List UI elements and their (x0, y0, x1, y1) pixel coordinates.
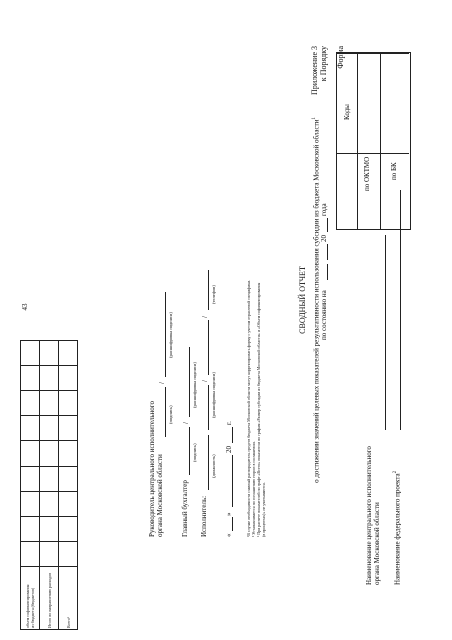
report-subtitle (311, 30, 320, 570)
head-title (148, 401, 164, 537)
table-cell (59, 391, 78, 416)
table-cell (40, 416, 59, 441)
codes-header: Коды (343, 104, 351, 120)
organ-name-field (385, 235, 386, 430)
executor-decoding-line (208, 320, 209, 375)
project-name-text: Наименование федерального проекта (393, 473, 402, 585)
organ-name-line: органа Московской области (373, 502, 381, 585)
table-cell-text: Итого по направлению расходов (46, 572, 52, 628)
report-footnote-mark: 1 (312, 117, 317, 120)
as-of-label: по состоянию на (320, 290, 328, 340)
table-cell (59, 491, 78, 516)
signature-caption: (должность) (211, 454, 216, 478)
table-cell (59, 466, 78, 491)
signature-slash: / (201, 316, 209, 318)
executor-phone-line (208, 270, 209, 310)
table-cell (21, 341, 40, 366)
signature-caption: (подпись) (192, 443, 197, 462)
table-row-label (59, 567, 78, 630)
form-label: Форма (336, 46, 345, 69)
table-cell-text: Всего³ (65, 616, 71, 628)
codes-divider (336, 53, 409, 54)
date-month-line (232, 455, 233, 507)
table-cell (40, 541, 59, 566)
table-cell (40, 466, 59, 491)
signature-caption: (телефон) (211, 285, 216, 304)
table-cell (40, 391, 59, 416)
table-cell-text: из бюджета (бюджетов) (30, 587, 35, 628)
chief-accountant-label: Главный бухгалтер (181, 480, 189, 537)
annex-line: к Порядку (319, 46, 328, 82)
table-cell (59, 441, 78, 466)
footnotes (246, 280, 266, 537)
head-title-line: органа Московской области (156, 454, 164, 537)
table-cell (40, 341, 59, 366)
executor-label: Исполнитель: (200, 495, 208, 537)
project-name-label (392, 471, 401, 585)
table-cell (21, 541, 40, 566)
codes-oktmo-label: по ОКТМО (363, 156, 371, 191)
footnote: ² Устанавливается по соглашению сторон в соглашении. (251, 441, 256, 537)
project-footnote-mark: 2 (393, 470, 398, 474)
page-number: 43 (21, 303, 29, 311)
table-row (40, 341, 59, 630)
table-row-label (40, 567, 59, 630)
date-year-suffix: г. (225, 421, 233, 425)
signature-slash: / (182, 422, 190, 424)
as-of-year-line (327, 218, 328, 232)
signature-caption: (расшифровка подписи) (192, 362, 197, 408)
footnote: (в процентах)» не учитываются. (261, 482, 266, 537)
accountant-signature-decoding-line (189, 347, 190, 417)
report-subtitle-text: о достижении значений целевых показателей результативности использования субсидии из бюджета Московской области (312, 119, 321, 483)
accountant-signature-line (189, 427, 190, 475)
table-cell (21, 441, 40, 466)
table-cell (40, 516, 59, 541)
as-of-day-line (327, 264, 328, 280)
signature-slash: / (158, 382, 166, 384)
signature-caption: (подпись) (168, 405, 173, 424)
as-of-month-line (327, 244, 328, 260)
footnote: ³ При расчете показателей по графе «Всего» показатели по графам «Размер субсидии из бюджета Московской области» и «Объем софинансирования (256, 282, 261, 537)
table-cell (21, 491, 40, 516)
signature-slash: / (201, 380, 209, 382)
codes-row-divider (380, 54, 381, 230)
table-row-label (21, 567, 40, 630)
executor-position-line (208, 435, 209, 490)
head-signature-decoding-line (165, 292, 166, 377)
table-cell (21, 466, 40, 491)
date-close-quote: » (225, 512, 233, 516)
date-day-line (232, 517, 233, 531)
organ-name-label (365, 446, 381, 585)
table-cell (21, 416, 40, 441)
date-year-line (232, 427, 233, 443)
table-cell (40, 441, 59, 466)
table-row (21, 341, 40, 630)
annex-line: Приложение 3 (310, 46, 319, 95)
codes-row-divider (357, 54, 358, 230)
as-of-year-prefix: 20 (320, 235, 328, 242)
table-cell (40, 366, 59, 391)
table-cell (59, 341, 78, 366)
head-signature-line (165, 387, 166, 437)
date-year-prefix: 20 (225, 446, 233, 453)
organ-name-line: Наименование центрального исполнительного (365, 446, 373, 585)
table-cell (21, 366, 40, 391)
report-title: СВОДНЫЙ ОТЧЕТ (298, 266, 307, 334)
project-name-field (400, 190, 401, 430)
table-row (59, 341, 78, 630)
signature-caption: (расшифровка подписи) (211, 372, 216, 418)
executor-signature-line (208, 385, 209, 430)
table-cell-text: объем софинансирования (25, 584, 30, 628)
head-title-line: Руководитель центрального исполнительного (148, 401, 156, 537)
table-cell (59, 516, 78, 541)
table-cell (40, 491, 59, 516)
table-cell (21, 516, 40, 541)
date-open-quote: « (225, 533, 233, 537)
table-cell (59, 366, 78, 391)
signature-caption: (расшифровка подписи) (168, 312, 173, 358)
codes-bk-label: по БК (390, 162, 398, 180)
codes-divider (336, 153, 409, 154)
table-cell (59, 541, 78, 566)
table-cell (21, 391, 40, 416)
budget-table (20, 340, 78, 630)
as-of-year-suffix: года (320, 203, 328, 216)
footnote: ¹В случае необходимости главный распорядитель средств бюджета Московской области могут корректировать форму с учетом отраслевой специфики. (246, 279, 251, 537)
table-cell (59, 416, 78, 441)
